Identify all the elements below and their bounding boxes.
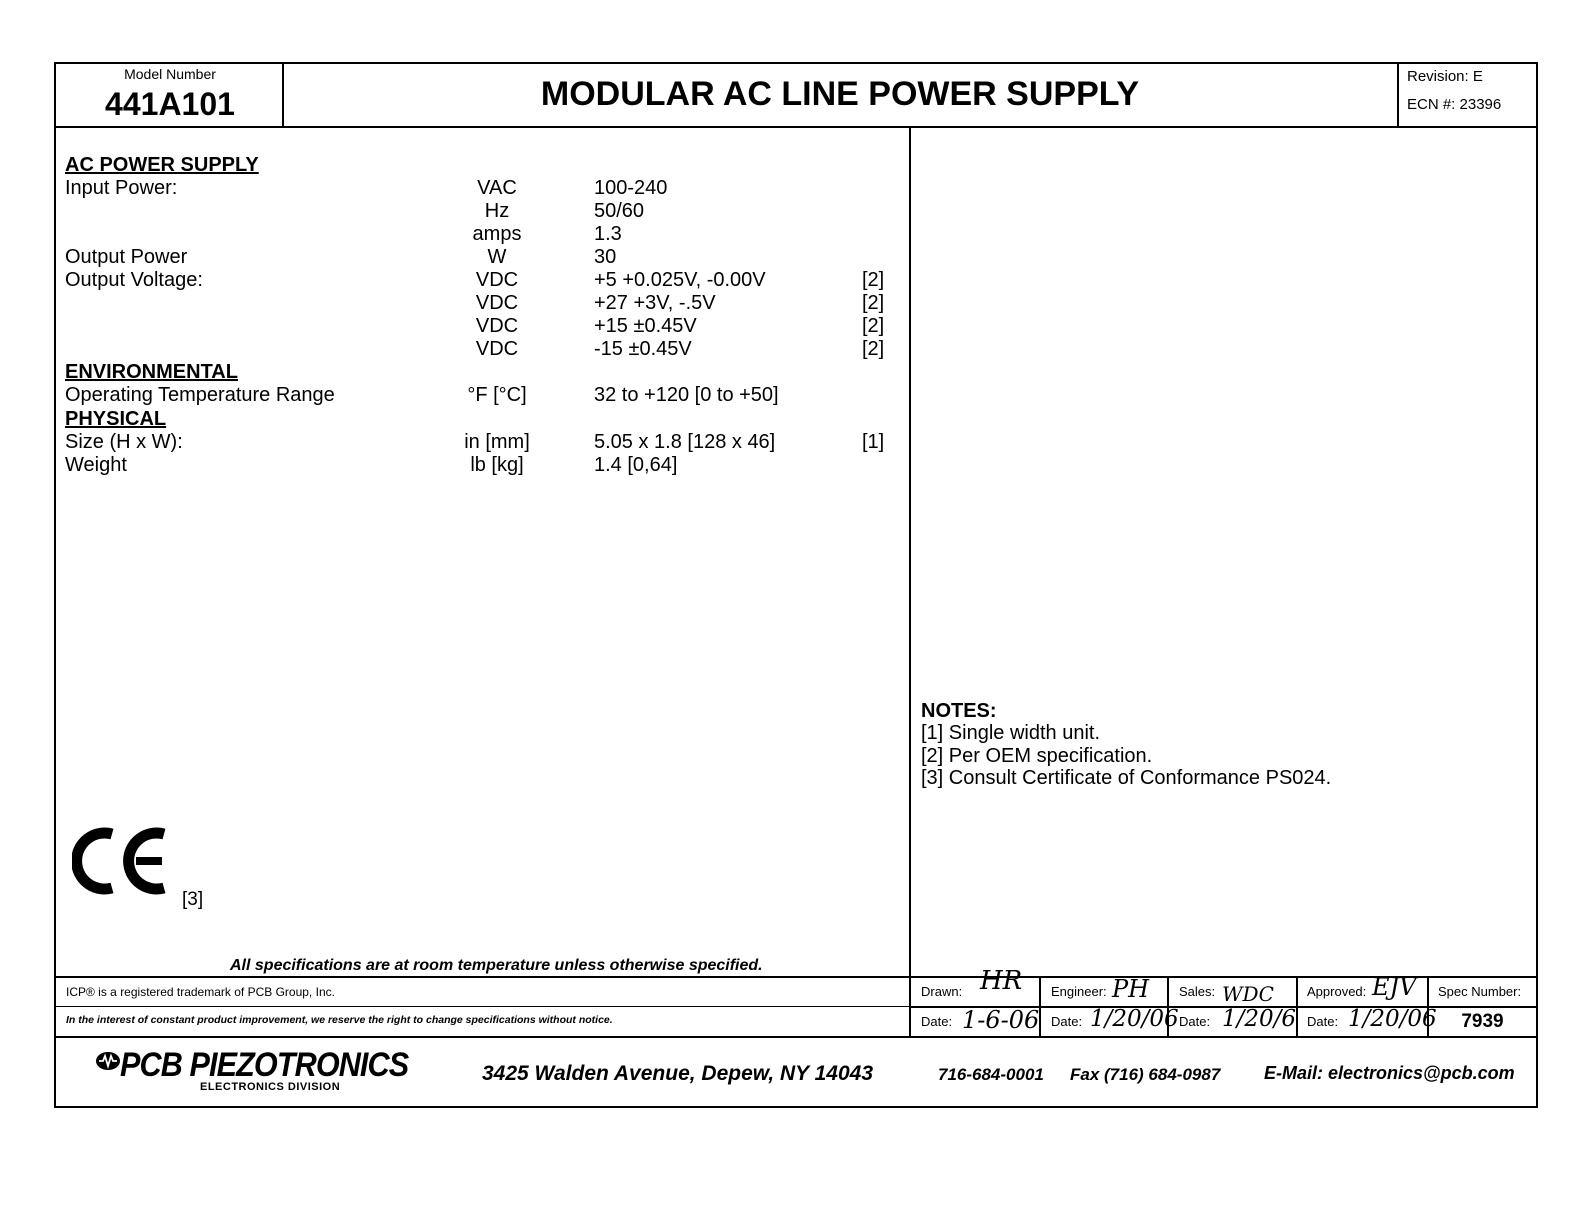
spec-unit: amps <box>472 223 522 245</box>
company-address: 3425 Walden Avenue, Depew, NY 14043 <box>482 1062 874 1085</box>
engineer-date: 1/20/06 <box>1090 1006 1179 1032</box>
spec-sheet-frame <box>54 62 1538 1108</box>
spec-footnote-ref: [1] <box>862 431 885 453</box>
spec-label: Output Power <box>65 246 188 268</box>
spec-label: Output Voltage: <box>65 269 203 291</box>
document-title: MODULAR AC LINE POWER SUPPLY <box>540 75 1140 113</box>
spec-value: 100-240 <box>594 177 668 199</box>
sales-date: 1/20/6 <box>1222 1006 1297 1032</box>
ce-footnote-ref: [3] <box>182 889 204 910</box>
email-address: E-Mail: electronics@pcb.com <box>1264 1063 1515 1083</box>
drawn-date: 1-6-06 <box>962 1006 1040 1034</box>
spec-footnote-ref: [2] <box>862 338 885 360</box>
drawn-signature: HR <box>980 966 1023 996</box>
date-label: Date: <box>921 1014 953 1029</box>
note-item: [3] Consult Certificate of Conformance PS024. <box>921 767 1332 789</box>
header-rule-right <box>1397 62 1399 128</box>
revision: Revision: E <box>1407 68 1483 85</box>
environmental-heading: ENVIRONMENTAL <box>65 361 238 383</box>
physical-heading: PHYSICAL <box>65 408 167 430</box>
footer-mid-rule-left <box>54 1006 910 1007</box>
spec-value: +5 +0.025V, -0.00V <box>594 269 766 291</box>
date-label: Date: <box>1307 1014 1339 1029</box>
approved-label: Approved: <box>1307 984 1367 999</box>
spec-unit: °F [°C] <box>467 384 527 406</box>
spec-label: Operating Temperature Range <box>65 384 335 406</box>
spec-value: +27 +3V, -.5V <box>594 292 716 314</box>
body-divider <box>909 127 911 1037</box>
model-number: 441A101 <box>105 86 235 122</box>
room-temperature-statement: All specifications are at room temperature unless otherwise specified. <box>230 957 763 974</box>
spec-unit: W <box>487 246 507 268</box>
spec-unit: Hz <box>484 200 510 222</box>
spec-value: -15 ±0.45V <box>594 338 692 360</box>
spec-label: Size (H x W): <box>65 431 183 453</box>
spec-footnote-ref: [2] <box>862 269 885 291</box>
company-logo-wordmark: PCB PIEZOTRONICS <box>120 1046 409 1084</box>
sales-label: Sales: <box>1179 984 1216 999</box>
note-item: [1] Single width unit. <box>921 722 1100 744</box>
spec-unit: VDC <box>475 269 519 291</box>
drawn-label: Drawn: <box>921 984 963 999</box>
spec-value: 32 to +120 [0 to +50] <box>594 384 779 406</box>
signoff-rule <box>1296 976 1298 1037</box>
pcb-logo-icon <box>94 1050 122 1072</box>
ecn-number: ECN #: 23396 <box>1407 96 1502 113</box>
spec-unit: in [mm] <box>464 431 530 453</box>
spec-value: 5.05 x 1.8 [128 x 46] <box>594 431 776 453</box>
spec-label: Input Power: <box>65 177 178 199</box>
header-rule-left <box>282 62 284 128</box>
spec-unit: VDC <box>475 338 519 360</box>
spec-footnote-ref: [2] <box>862 315 885 337</box>
spec-value: 1.3 <box>594 223 622 245</box>
date-label: Date: <box>1179 1014 1211 1029</box>
approved-signature: EJV <box>1372 973 1417 1001</box>
ce-mark-icon <box>72 826 172 896</box>
disclaimer: In the interest of constant product improvement, we reserve the right to change specifications without notice. <box>66 1014 613 1026</box>
spec-label: Weight <box>65 454 127 476</box>
fax-number: Fax (716) 684-0987 <box>1070 1065 1221 1084</box>
spec-unit: VAC <box>477 177 517 199</box>
spec-value: 30 <box>594 246 617 268</box>
signoff-rule <box>1039 976 1041 1037</box>
note-item: [2] Per OEM specification. <box>921 745 1153 767</box>
spec-unit: VDC <box>475 292 519 314</box>
spec-number: 7939 <box>1461 1011 1504 1032</box>
spec-value: 50/60 <box>594 200 645 222</box>
header-divider <box>54 126 1538 128</box>
engineer-label: Engineer: <box>1051 984 1107 999</box>
spec-value: +15 ±0.45V <box>594 315 697 337</box>
model-number-label: Model Number <box>124 66 216 82</box>
phone-number: 716-684-0001 <box>938 1065 1044 1084</box>
approved-date: 1/20/06 <box>1348 1006 1437 1032</box>
spec-footnote-ref: [2] <box>862 292 885 314</box>
footer-top-rule <box>54 976 1538 978</box>
ac-power-supply-heading: AC POWER SUPPLY <box>65 154 259 176</box>
trademark-notice: ICP® is a registered trademark of PCB Group, Inc. <box>66 985 335 999</box>
spec-unit: lb [kg] <box>470 454 524 476</box>
spec-unit: VDC <box>475 315 519 337</box>
spec-number-label: Spec Number: <box>1438 984 1522 999</box>
footer-bottom-rule <box>54 1036 1538 1038</box>
spec-value: 1.4 [0,64] <box>594 454 678 476</box>
engineer-signature: PH <box>1112 975 1150 1003</box>
company-division: ELECTRONICS DIVISION <box>200 1081 341 1093</box>
date-label: Date: <box>1051 1014 1083 1029</box>
notes-heading: NOTES: <box>921 700 997 722</box>
sales-signature: WDC <box>1222 982 1274 1006</box>
